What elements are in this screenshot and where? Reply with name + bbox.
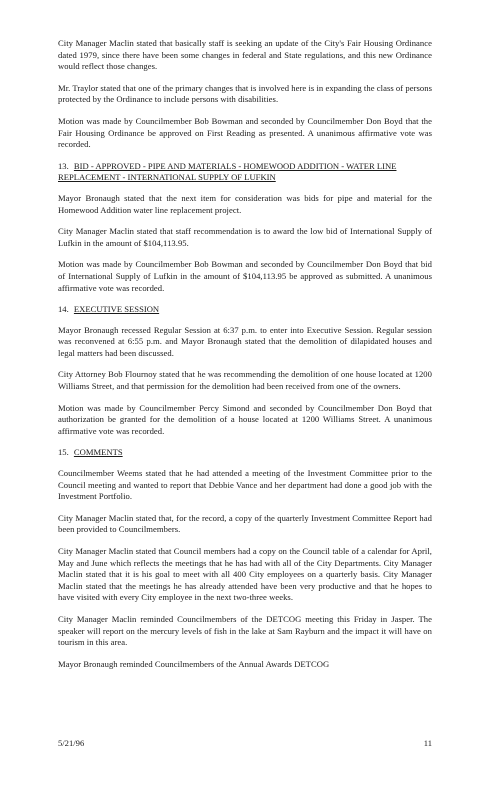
section-heading-15 xyxy=(58,447,432,459)
paragraph: Mr. Traylor stated that one of the primary changes that is involved here is in expanding the class of persons protected by the Ordinance to include persons with disabilities. xyxy=(58,82,432,105)
paragraph: City Manager Maclin stated that basically staff is seeking an update of the City's Fair Housing Ordinance dated 1979, since there have been some changes in federal and State regulations, and this new Ordinance would reflect those changes. xyxy=(58,38,432,72)
paragraph: Mayor Bronaugh recessed Regular Session at 6:37 p.m. to enter into Executive Session. Regular session was reconvened at 6:55 p.m. and Mayor Bronaugh stated that the demolition of dilapidated houses and legal matters had been discussed. xyxy=(58,324,432,358)
section-heading-13 xyxy=(58,161,432,184)
section-number: 13. xyxy=(58,160,69,171)
page-number: 11 xyxy=(423,738,432,748)
section-title: COMMENTS xyxy=(73,447,123,458)
paragraph: Mayor Bronaugh stated that the next item for consideration was bids for pipe and material for the Homewood Addition water line replacement project. xyxy=(58,192,432,215)
paragraph: City Manager Maclin stated that staff recommendation is to award the low bid of International Supply of Lufkin in the amount of $104,113.95. xyxy=(58,226,432,248)
paragraph: Motion was made by Councilmember Percy Simond and seconded by Councilmember Don Boyd that authorization be granted for the demolition of a house located at 1200 Williams Street. A unanimous affirmative vote was recorded. xyxy=(58,402,432,436)
section-heading-14 xyxy=(58,304,432,316)
section-title: BID - APPROVED - PIPE AND MATERIALS - HOMEWOOD ADDITION - WATER LINE REPLACEMENT - INTERNATIONAL SUPPLY OF LUFKIN xyxy=(58,160,397,183)
section-number: 14. xyxy=(58,304,69,315)
document-page xyxy=(58,38,432,680)
paragraph: City Manager Maclin stated that, for the record, a copy of the quarterly Investment Committee Report had been provided to Councilmembers. xyxy=(58,512,432,535)
paragraph: City Manager Maclin reminded Councilmembers of the DETCOG meeting this Friday in Jasper. The speaker will report on the mercury levels of fish in the lake at Sam Rayburn and the impact it will have on tourism in this area. xyxy=(58,613,432,648)
section-title: EXECUTIVE SESSION xyxy=(73,304,160,315)
paragraph: Motion was made by Councilmember Bob Bowman and seconded by Councilmember Don Boyd that the Fair Housing Ordinance be approved on First Reading as presented. A unanimous affirmative vote was recorded. xyxy=(58,115,432,150)
paragraph: Councilmember Weems stated that he had attended a meeting of the Investment Committee prior to the Council meeting and wanted to report that Debbie Vance and her department had done a good job with the Investment Portfolio. xyxy=(58,468,432,502)
paragraph: Motion was made by Councilmember Bob Bowman and seconded by Councilmember Don Boyd that bid of International Supply of Lufkin in the amount of $104,113.95 be approved as submitted. A unanimous affirmative vote was recorded. xyxy=(58,259,432,293)
paragraph: Mayor Bronaugh reminded Councilmembers of the Annual Awards DETCOG xyxy=(58,658,330,669)
paragraph: City Manager Maclin stated that Council members had a copy on the Council table of a calendar for April, May and June which reflects the meetings that he has had with all of the City Departments. City Manager Maclin stated that it is his goal to meet with all 400 City employees on a quarterly basis. City Manager Maclin stated that the meetings he has already attended have been very productive and that he hopes to have visited with every City employee in the next two-three weeks. xyxy=(58,546,432,603)
page-footer xyxy=(58,738,432,749)
section-number: 15. xyxy=(58,447,69,458)
footer-date: 5/21/96 xyxy=(58,738,85,748)
paragraph: City Attorney Bob Flournoy stated that he was recommending the demolition of one house located at 1200 Williams Street, and that permission for the demolition had been received from one of the owners. xyxy=(58,369,432,392)
